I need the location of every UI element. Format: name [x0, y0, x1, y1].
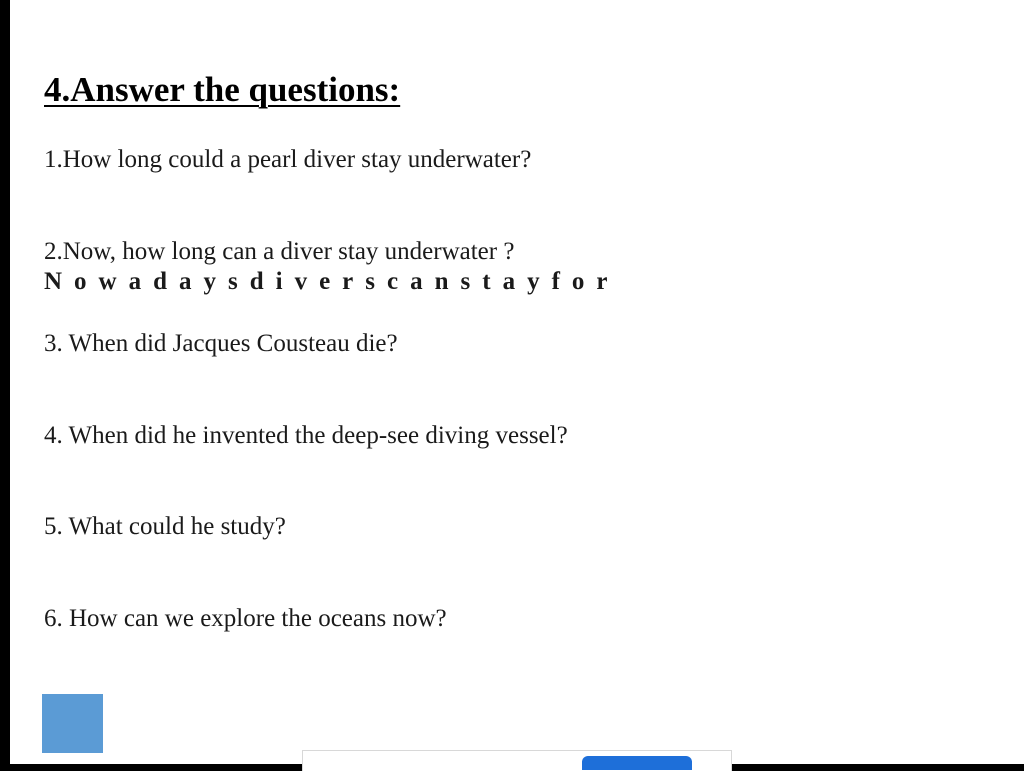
question-6: 6. How can we explore the oceans now? [44, 605, 447, 632]
section-heading: 4.Answer the questions: [44, 70, 401, 109]
bottom-action-button[interactable] [582, 756, 692, 770]
question-1: 1.How long could a pearl diver stay underwater? [44, 146, 532, 173]
clipped-overflow-text: Nowadaysdiverscanstayfor [44, 268, 620, 295]
question-5: 5. What could he study? [44, 513, 286, 540]
document-page [10, 0, 1024, 764]
blue-square-shape [42, 694, 103, 753]
question-2: 2.Now, how long can a diver stay underwater ? [44, 238, 515, 265]
question-4: 4. When did he invented the deep-see diving vessel? [44, 422, 568, 449]
question-3: 3. When did Jacques Cousteau die? [44, 330, 398, 357]
